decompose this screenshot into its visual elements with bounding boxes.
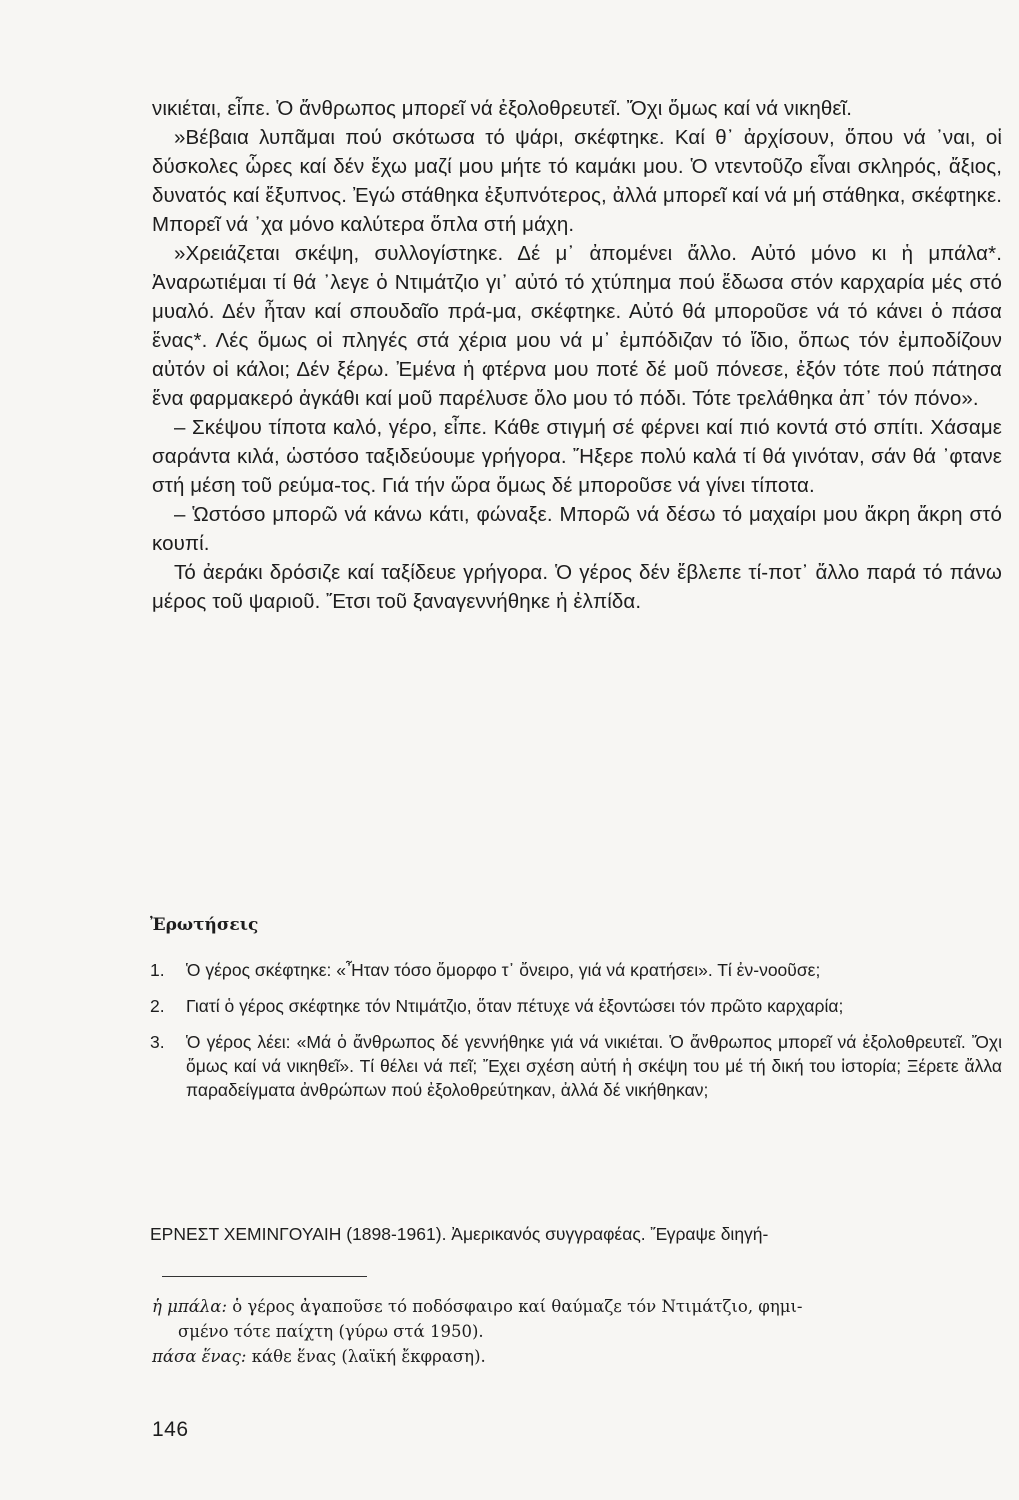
- footnotes: [152, 1294, 1012, 1369]
- paragraph: »Χρειάζεται σκέψη, συλλογίστηκε. Δέ μ᾽ ἀπομένει ἄλλο. Αὐτό μόνο κι ἡ μπάλα*. Ἀναρωτιέμαι τί θά ᾽λεγε ὁ Ντιμάτζιο γι᾽ αὐτό τό χτύπημα πού ἔδωσα στόν καρχαρία μές στό μυαλό. Δέν ἦταν καί σπουδαῖο πρά-μα, σκέφτηκε. Αὐτό θά μποροῦσε νά τό κάνει ὁ πάσα ἕνας*. Λές ὅμως οἱ πληγές στά χέρια μου νά μ᾽ ἐμπόδιζαν τό ἴδιο, ὅπως τόν ἐμποδίζουν αὐτόν οἱ κάλοι; Δέν ξέρω. Ἐμένα ἡ φτέρνα μου ποτέ δέ μοῦ πόνεσε, ἐξόν τότε πού πάτησα ἕνα φαρμακερό ἀγκάθι καί μοῦ παρέλυσε ὅλο μου τό πόδι. Τότε τρελάθηκα ἀπ᾽ τόν πόνο».: [152, 242, 1002, 410]
- footnote: [152, 1344, 1012, 1369]
- paragraph: νικιέται, εἶπε. Ὁ ἄνθρωπος μπορεῖ νά ἐξολοθρευτεῖ. Ὄχι ὅμως καί νά νικηθεῖ.: [152, 97, 853, 120]
- footnote-text: ὁ γέρος ἀγαποῦσε τό ποδόσφαιρο καί θαύμαζε τόν Ντιμάτζιο, φημι-: [227, 1297, 803, 1316]
- questions-heading: Ἐρωτήσεις: [150, 915, 259, 935]
- question-number: 1.: [150, 960, 165, 980]
- footnote-divider: [162, 1276, 367, 1277]
- paragraph: Τό ἀεράκι δρόσιζε καί ταξίδευε γρήγορα. Ὁ γέρος δέν ἔβλεπε τί-ποτ᾽ ἄλλο παρά τό πάνω μέρος τοῦ ψαριοῦ. Ἔτσι τοῦ ξαναγεννήθηκε ἡ ἐλπίδα.: [152, 561, 1002, 613]
- paragraph: »Βέβαια λυπᾶμαι πού σκότωσα τό ψάρι, σκέφτηκε. Καί θ᾽ ἀρχίσουν, ὅπου νά ᾽ναι, οἱ δύσκολες ὧρες καί δέν ἔχω μαζί μου μήτε τό καμάκι μου. Ὁ ντεντοῦζο εἶναι σκληρός, ἄξιος, δυνατός καί ἔξυπνος. Ἐγώ στάθηκα ἐξυπνότερος, ἀλλά μπορεῖ καί νά μή στάθηκα, σκέφτηκε. Μπορεῖ νά ᾽χα μόνο καλύτερα ὅπλα στή μάχη.: [152, 126, 1002, 236]
- question-text: Γιατί ὁ γέρος σκέφτηκε τόν Ντιμάτζιο, ὅταν πέτυχε νά ἐξοντώσει τόν πρῶτο καρχαρία;: [186, 996, 844, 1016]
- footnote-text: κάθε ἕνας (λαϊκή ἔκφραση).: [246, 1347, 486, 1366]
- page-number: 146: [152, 1418, 189, 1441]
- author-note: ΕΡΝΕΣΤ ΧΕΜΙΝΓΟΥΑΙΗ (1898-1961). Ἀμερικανός συγγραφέας. Ἔγραψε διηγή-: [150, 1224, 769, 1244]
- footnote-term: πάσα ἕνας:: [152, 1347, 247, 1366]
- footnote: [152, 1294, 1012, 1319]
- question-number: 2.: [150, 996, 165, 1016]
- footnote-term: ἡ μπάλα:: [152, 1297, 227, 1316]
- question-item: [150, 994, 1002, 1018]
- footnote-continuation: σμένο τότε παίχτη (γύρω στά 1950).: [178, 1322, 484, 1341]
- paragraph: – Ὡστόσο μπορῶ νά κάνω κάτι, φώναξε. Μπορῶ νά δέσω τό μαχαίρι μου ἄκρη ἄκρη στό κουπί.: [152, 503, 1002, 555]
- question-number: 3.: [150, 1032, 165, 1052]
- question-text: Ὁ γέρος λέει: «Μά ὁ ἄνθρωπος δέ γεννήθηκε γιά νά νικιέται. Ὁ ἄνθρωπος μπορεῖ νά ἐξολοθρευτεῖ. Ὄχι ὅμως καί νά νικηθεῖ». Τί θέλει νά πεῖ; Ἔχει σχέση αὐτή ἡ σκέψη του μέ τή δική του ἱστορία; Ξέρετε ἄλλα παραδείγματα ἀνθρώπων πού ἐξολοθρεύτηκαν, ἀλλά δέ νικήθηκαν;: [186, 1032, 1002, 1100]
- questions-list: [150, 958, 1002, 1114]
- question-item: [150, 1030, 1002, 1102]
- paragraph: – Σκέψου τίποτα καλό, γέρο, εἶπε. Κάθε στιγμή σέ φέρνει καί πιό κοντά στό σπίτι. Χάσαμε σαράντα κιλά, ὡστόσο ταξιδεύουμε γρήγορα. Ἤξερε πολύ καλά τί θά γινόταν, σάν θά ᾽φτανε στή μέση τοῦ ρεύμα-τος. Γιά τήν ὥρα ὅμως δέ μποροῦσε νά γίνει τίποτα.: [152, 416, 1002, 497]
- question-text: Ὁ γέρος σκέφτηκε: «Ἦταν τόσο ὄμορφο τ᾽ ὄνειρο, γιά νά κρατήσει». Τί ἐν-νοοῦσε;: [186, 960, 821, 980]
- story-text: [152, 94, 1002, 616]
- question-item: [150, 958, 1002, 982]
